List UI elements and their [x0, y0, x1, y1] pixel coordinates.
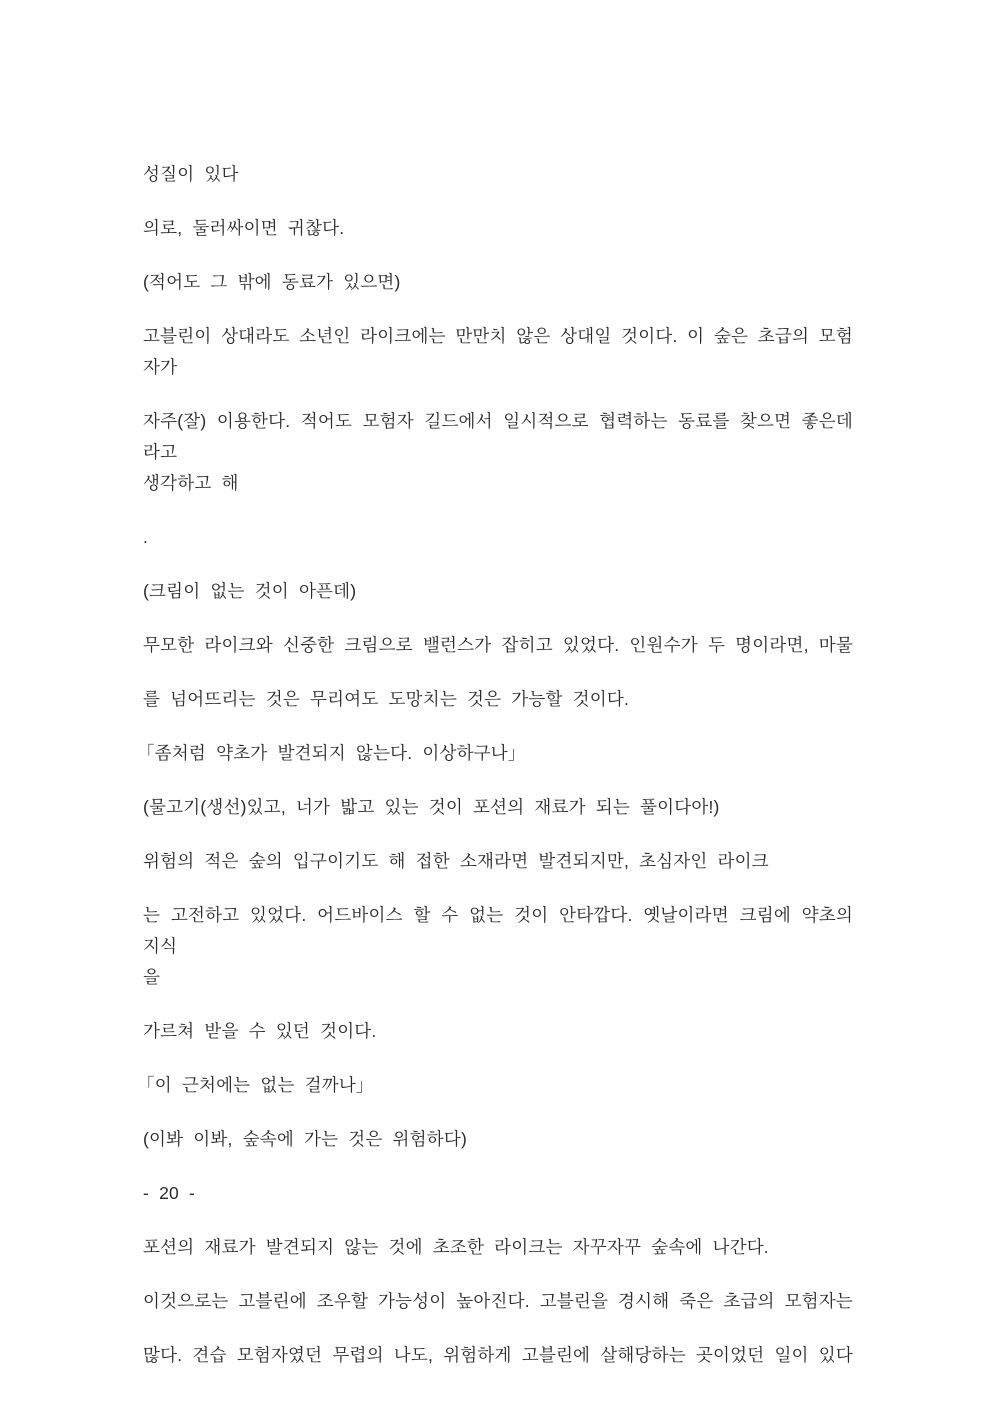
period-line: . — [143, 527, 149, 547]
narration-line: 는 고전하고 있었다. 어드바이스 할 수 없는 것이 안타깝다. 옛날이라면 크림에 약초의 지식 — [143, 905, 853, 956]
inner-thought-line: (크림이 없는 것이 아픈데) — [143, 581, 357, 601]
narration-line: 이것으로는 고블린에 조우할 가능성이 높아진다. 고블린을 경시해 죽은 초급의 모험자는 — [143, 1291, 853, 1311]
inner-thought-line: (이봐 이봐, 숲속에 가는 것은 위험하다) — [143, 1129, 468, 1149]
narration-line: 를 넘어뜨리는 것은 무리여도 도망치는 것은 가능할 것이다. — [143, 689, 630, 709]
document-text-body — [137, 159, 853, 1394]
inner-thought-line: (물고기(생선)있고, 너가 밟고 있는 것이 포션의 재료가 되는 풀이다아!) — [143, 797, 720, 817]
narration-line: 가르쳐 받을 수 있던 것이다. — [143, 1021, 377, 1041]
narration-line: 성질이 있다 — [143, 164, 239, 184]
dialogue-quote-line: 「이 근처에는 없는 걸까나」 — [137, 1075, 374, 1095]
narration-line: 위험의 적은 숲의 입구이기도 해 접한 소재라면 발견되지만, 초심자인 라이크 — [143, 851, 769, 871]
narration-line: 의로, 둘러싸이면 귀찮다. — [143, 218, 345, 238]
dialogue-quote-line: 「좀처럼 약초가 발견되지 않는다. 이상하구나」 — [137, 743, 526, 763]
narration-line: 많다. 견습 모험자였던 무렵의 나도, 위험하게 고블린에 살해당하는 곳이었던 일이 있다 — [143, 1345, 853, 1365]
page-number: - 20 - — [143, 1183, 196, 1203]
narration-line: 포션의 재료가 발견되지 않는 것에 초조한 라이크는 자꾸자꾸 숲속에 나간다. — [143, 1237, 769, 1257]
narration-line: 고블린이 상대라도 소년인 라이크에는 만만치 않은 상대일 것이다. 이 숲은 초급의 모험자가 — [143, 326, 853, 377]
inner-thought-line: (적어도 그 밖에 동료가 있으면) — [143, 272, 401, 292]
narration-line: 자주(잘) 이용한다. 적어도 모험자 길드에서 일시적으로 협력하는 동료를 찾으면 좋은데라고 — [143, 411, 853, 462]
narration-line: 무모한 라이크와 신중한 크림으로 밸런스가 잡히고 있었다. 인원수가 두 명이라면, 마물 — [143, 635, 853, 655]
narration-line: 을 — [143, 967, 161, 987]
narration-line: 생각하고 해 — [143, 473, 239, 493]
